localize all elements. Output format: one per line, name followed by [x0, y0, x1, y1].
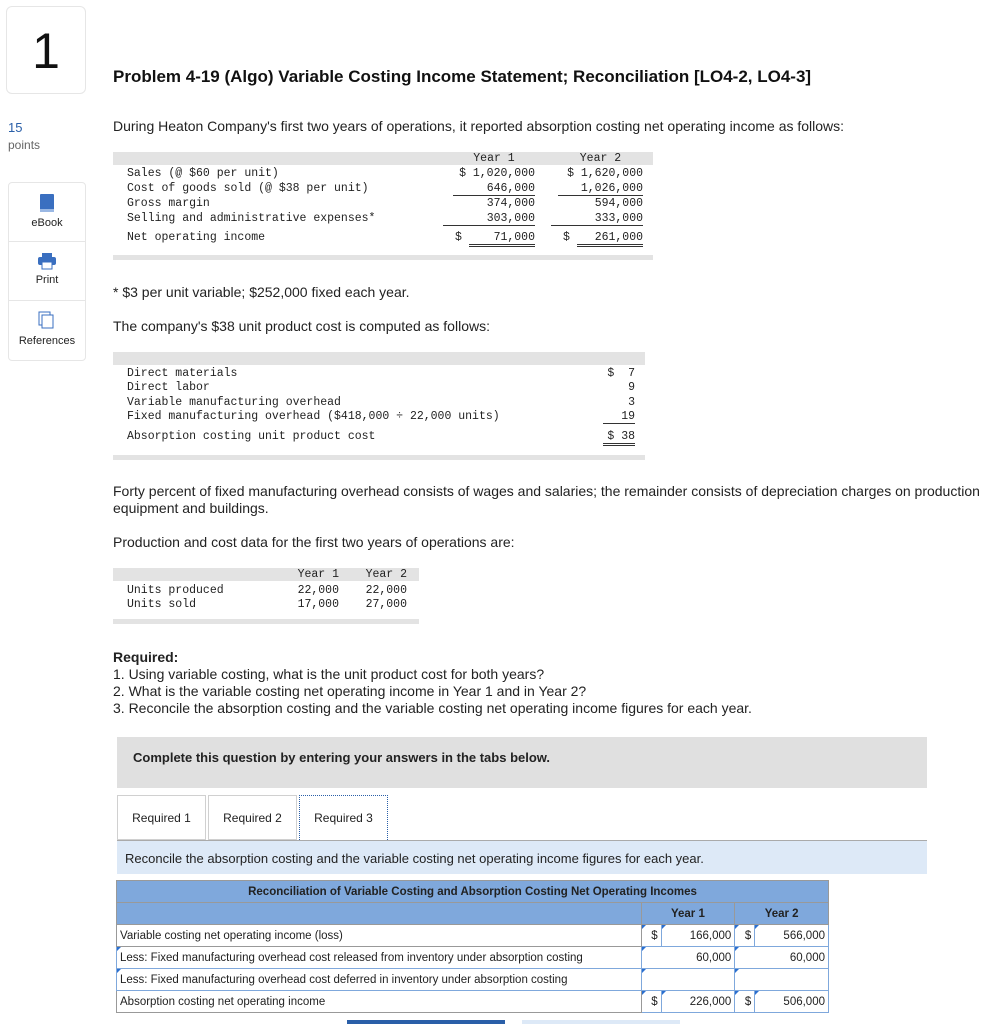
table-row	[117, 969, 829, 991]
production-table: Year 1 Year 2 Units produced 22,000 22,000 Units sold 17,000 27,000	[113, 568, 419, 624]
unit-cost-table: Direct materials $ 7 Direct labor 9 Variable manufacturing overhead 3 Fixed manufacturing overhead ($418,000 ÷ 22,000 units) 19 Absorption costing unit product cost $ 38	[113, 352, 645, 460]
year1-input[interactable]: 226,000	[661, 991, 735, 1013]
book-icon	[39, 193, 55, 213]
recon-title: Reconciliation of Variable Costing and Absorption Costing Net Operating Incomes	[117, 881, 829, 903]
tab-required-2[interactable]: Required 2	[208, 795, 297, 840]
tab-required-3[interactable]: Required 3	[299, 795, 388, 840]
print-button[interactable]: Print	[9, 242, 85, 301]
year1-input[interactable]: 166,000	[661, 925, 735, 947]
year2-input[interactable]: 506,000	[755, 991, 829, 1013]
year2-input[interactable]: 60,000	[735, 947, 829, 969]
footnote: * $3 per unit variable; $252,000 fixed each year.	[113, 284, 410, 300]
points-label: points	[8, 138, 41, 152]
intro-text: During Heaton Company's first two years of operations, it reported absorption costing net operating income as follows:	[113, 118, 845, 134]
row-label-select[interactable]: Less: Fixed manufacturing overhead cost released from inventory under absorption costing	[117, 947, 642, 969]
table-row: Absorption costing net operating income $ 226,000 $ 506,000	[117, 991, 829, 1013]
points-value: 15	[8, 120, 23, 135]
instruction-bar: Reconcile the absorption costing and the variable costing net operating income figures for each year.	[117, 840, 927, 874]
problem-title: Problem 4-19 (Algo) Variable Costing Income Statement; Reconciliation [LO4-2, LO4-3]	[113, 67, 812, 86]
required-section: Required: 1. Using variable costing, what is the unit product cost for both years? 2. What is the variable costing net operating income in Year 1 and in Year 2? 3. Reconcile the absorption costing and the variable costing net operating income figures for each year.	[113, 649, 752, 716]
complete-message: Complete this question by entering your answers in the tabs below.	[117, 737, 927, 788]
production-intro: Production and cost data for the first two years of operations are:	[113, 534, 515, 550]
ebook-button[interactable]: eBook	[9, 183, 85, 242]
next-tab-button[interactable]	[522, 1020, 680, 1024]
tab-required-1[interactable]: Required 1	[117, 795, 206, 840]
unit-cost-intro: The company's $38 unit product cost is computed as follows:	[113, 318, 490, 334]
references-icon	[38, 311, 56, 331]
table-row	[117, 947, 829, 969]
year2-header: Year 2	[579, 152, 622, 165]
year2-input[interactable]	[735, 969, 829, 991]
reconciliation-table: Reconciliation of Variable Costing and Absorption Costing Net Operating Incomes Year 1 Year 2 Variable costing net operating income (loss) $ 166,000 $ 566,000 Less: Fixed manufacturing overhead cost released from inventory under absorption costing 60,000 60,000 Less: Fixed manufacturing overhead cost deferred in inventory under absorption costing Absorption costing net operating income $ 226,000 $ 506,000	[116, 880, 829, 1013]
table-row: Variable costing net operating income (loss) $ 166,000 $ 566,000	[117, 925, 829, 947]
year2-input[interactable]: 566,000	[755, 925, 829, 947]
printer-icon	[37, 252, 57, 270]
prev-tab-button[interactable]	[347, 1020, 505, 1024]
row-label-select[interactable]: Less: Fixed manufacturing overhead cost deferred in inventory under absorption costing	[117, 969, 642, 991]
references-button[interactable]: References	[9, 301, 85, 360]
income-rows: Sales (@ $60 per unit) $ 1,020,000 $ 1,620,000 Cost of goods sold (@ $38 per unit) 646,000 1,026,000 Gross margin 374,000 594,000 Selling and administrative expenses* 303,000 333,000 Net operating income $ 71,000 $ 261,000	[113, 152, 653, 260]
sidebar	[8, 182, 86, 361]
year1-header: Year 1	[473, 152, 515, 165]
year1-input[interactable]	[641, 969, 735, 991]
question-number: 1	[6, 6, 86, 94]
year1-input[interactable]: 60,000	[641, 947, 735, 969]
fixed-overhead-paragraph: Forty percent of fixed manufacturing overhead consists of wages and salaries; the remainder consists of depreciation charges on production equipment and buildings.	[113, 483, 980, 516]
